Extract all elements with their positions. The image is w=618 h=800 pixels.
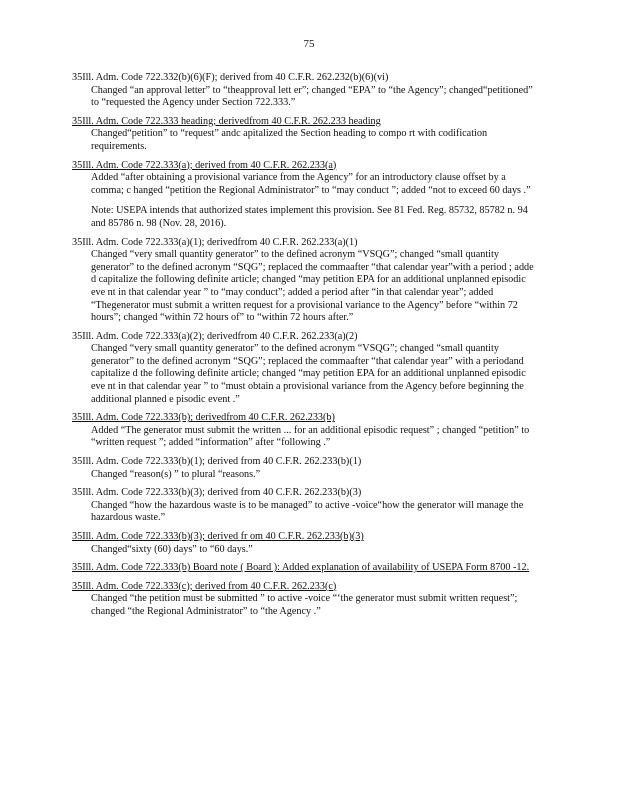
entry-heading: 35Ill. Adm. Code 722.333(a)(1); derivedfrom 40 C.F.R. 262.233(a)(1) — [72, 236, 358, 248]
entry-body: Changed “very small quantity generator” to the defined acronym “VSQG”; changed “small quantity generator” to the defined acronym “SQG”; replaced the commaafter “that calendar year”with a period ; adde d capitalize the following definite article; changed “may petition EPA for an additional unplanned episodic eve nt in that calendar year ” to “may conduct”; added a period after “in that calendar year”; added “Thegenerator must submit a written request for a provisional variance to the Agency” before “within 72 hours”; changed “within 72 hours of” to “within 72 hours after.” — [91, 249, 534, 324]
entry — [72, 116, 534, 154]
entry — [72, 160, 534, 231]
page-number: 75 — [303, 38, 315, 50]
document-body — [72, 72, 534, 625]
entry-body: Changed “very small quantity generator” to the defined acronym “VSQG”; changed “small quantity generator” to the defined acronym “SQG”; replaced the commaafter “that calendar year” with a periodand capitalize d the following definite article; changed “may petition EPA for an additional unplanned episodic eve nt in that calendar year ” to “must obtain a provisional variance from the Agency before beginning the additional planned e pisodic event .” — [91, 343, 526, 405]
entry-heading: 35Ill. Adm. Code 722.333(b); derivedfrom 40 C.F.R. 262.233(b) — [72, 412, 335, 424]
entry-note: Note: USEPA intends that authorized states implement this provision. See 81 Fed. Reg. 85732, 85782 n. 94 and 85786 n. 98 (Nov. 28, 2016). — [91, 205, 528, 229]
entry-body: Added “The generator must submit the written ... for an additional episodic request” ; changed “petition” to “written request ”; added “information” after “following .” — [91, 424, 530, 449]
entry-body: Changed “reason(s) ” to plural “reasons.” — [91, 468, 261, 480]
entry-heading: 35Ill. Adm. Code 722.332(b)(6)(F); derived from 40 C.F.R. 262.232(b)(6)(vi) — [72, 72, 389, 83]
entry-body: Changed“petition” to “request” andc apitalized the Section heading to compo rt with codification requirements. — [91, 128, 488, 152]
entry — [72, 412, 534, 450]
entry-heading: 35Ill. Adm. Code 722.333(a)(2); derivedfrom 40 C.F.R. 262.233(a)(2) — [72, 330, 358, 342]
entry — [72, 456, 534, 481]
entry-body: Changed“sixty (60) days” to “60 days.” — [91, 543, 253, 555]
entry — [72, 237, 534, 325]
entry — [72, 487, 534, 525]
entry-body: Added “after obtaining a provisional variance from the Agency” for an introductory clause offset by a comma; c hanged “petition the Regional Administrator” to “may conduct ”; added “not to exceed 60 days .” — [91, 172, 531, 196]
entry — [72, 531, 534, 556]
entry-heading: 35Ill. Adm. Code 722.333(b)(3); derived fr om 40 C.F.R. 262.233(b)(3) — [72, 531, 364, 542]
entry — [72, 562, 534, 575]
entry-heading: 35Ill. Adm. Code 722.333(a); derived from 40 C.F.R. 262.233(a) — [72, 159, 337, 171]
entry — [72, 331, 534, 407]
entry-heading: 35Ill. Adm. Code 722.333(b)(3); derived from 40 C.F.R. 262.233(b)(3) — [72, 487, 362, 499]
entry — [72, 72, 534, 110]
entry-heading: 35Ill. Adm. Code 722.333(c); derived from 40 C.F.R. 262.233(c) — [72, 580, 337, 592]
entry-heading: 35Ill. Adm. Code 722.333 heading; derivedfrom 40 C.F.R. 262.233 heading — [72, 115, 381, 127]
entry — [72, 581, 534, 619]
entry-body: Changed “an approval letter” to “theapproval lett er”; changed “EPA” to “the Agency”; changed“petitioned” to “requested the Agency under Section 722.333.” — [91, 84, 533, 109]
entry-body: Changed “how the hazardous waste is to be managed” to active -voice“how the generator will manage the hazardous waste.” — [91, 499, 524, 524]
entry-heading: 35Ill. Adm. Code 722.333(b)(1); derived from 40 C.F.R. 262.233(b)(1) — [72, 456, 362, 468]
entry-body: Changed “the petition must be submitted ” to active -voice “‘the generator must submit written request”; changed “the Regional Administrator” to “the Agency .” — [91, 593, 518, 617]
entry-heading: 35Ill. Adm. Code 722.333(b) Board note ( Board ): Added explanation of availability of USEPA Form 8700 -12. — [72, 562, 530, 574]
